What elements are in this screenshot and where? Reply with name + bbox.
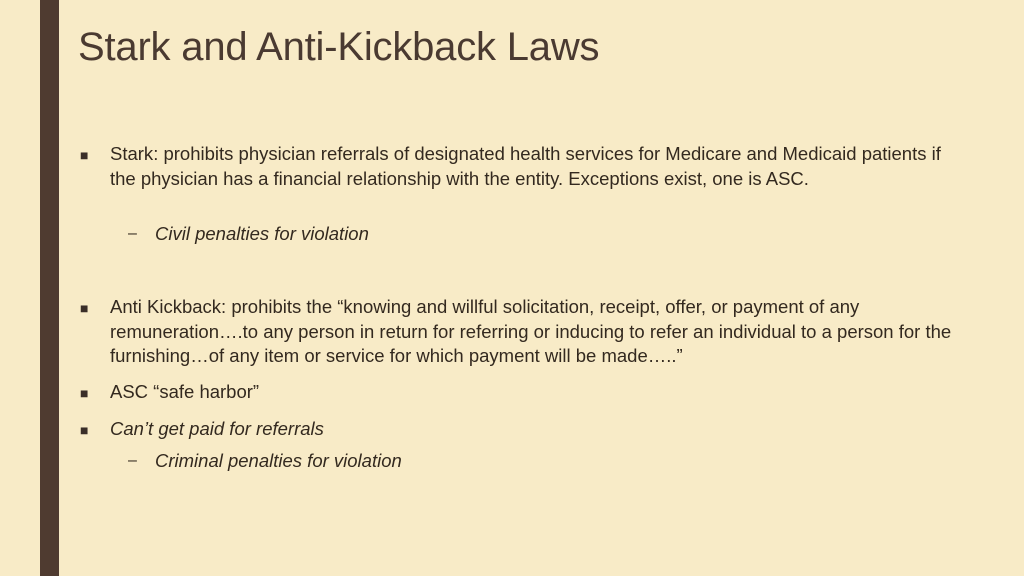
- term-stark: Stark: [110, 143, 154, 164]
- bullet-asc-safe-harbor: ASC “safe harbor”: [110, 381, 260, 402]
- bullet-anti-kickback: [110, 295, 960, 369]
- accent-bar: [40, 0, 59, 576]
- sub-bullet-dash: –: [128, 452, 137, 469]
- bullet-marker: ■: [80, 385, 89, 401]
- bullet-cant-get-paid: Can’t get paid for referrals: [110, 418, 324, 439]
- bullet-marker: ■: [80, 300, 89, 316]
- bullet-marker: ■: [80, 422, 89, 438]
- bullet-marker: ■: [80, 147, 89, 163]
- term-anti-kickback: Anti Kickback: [110, 296, 222, 317]
- sub-bullet-dash: –: [128, 225, 137, 242]
- sub-bullet-criminal-penalties: Criminal penalties for violation: [155, 450, 402, 471]
- sub-bullet-civil-penalties: Civil penalties for violation: [155, 223, 369, 244]
- bullet-stark: [110, 142, 960, 191]
- stark-description: : prohibits physician referrals of designated health services for Medicare and Medicaid patients if the physician has a financial relationship with the entity. Exceptions exist, one is ASC.: [110, 143, 941, 189]
- slide-title: Stark and Anti-Kickback Laws: [78, 25, 600, 69]
- anti-kickback-description: : prohibits the “knowing and willful solicitation, receipt, offer, or payment of any remuneration….to any person in return for referring or inducing to refer an individual to a person for the furnishing…of any item or service for which payment will be made…..”: [110, 296, 952, 366]
